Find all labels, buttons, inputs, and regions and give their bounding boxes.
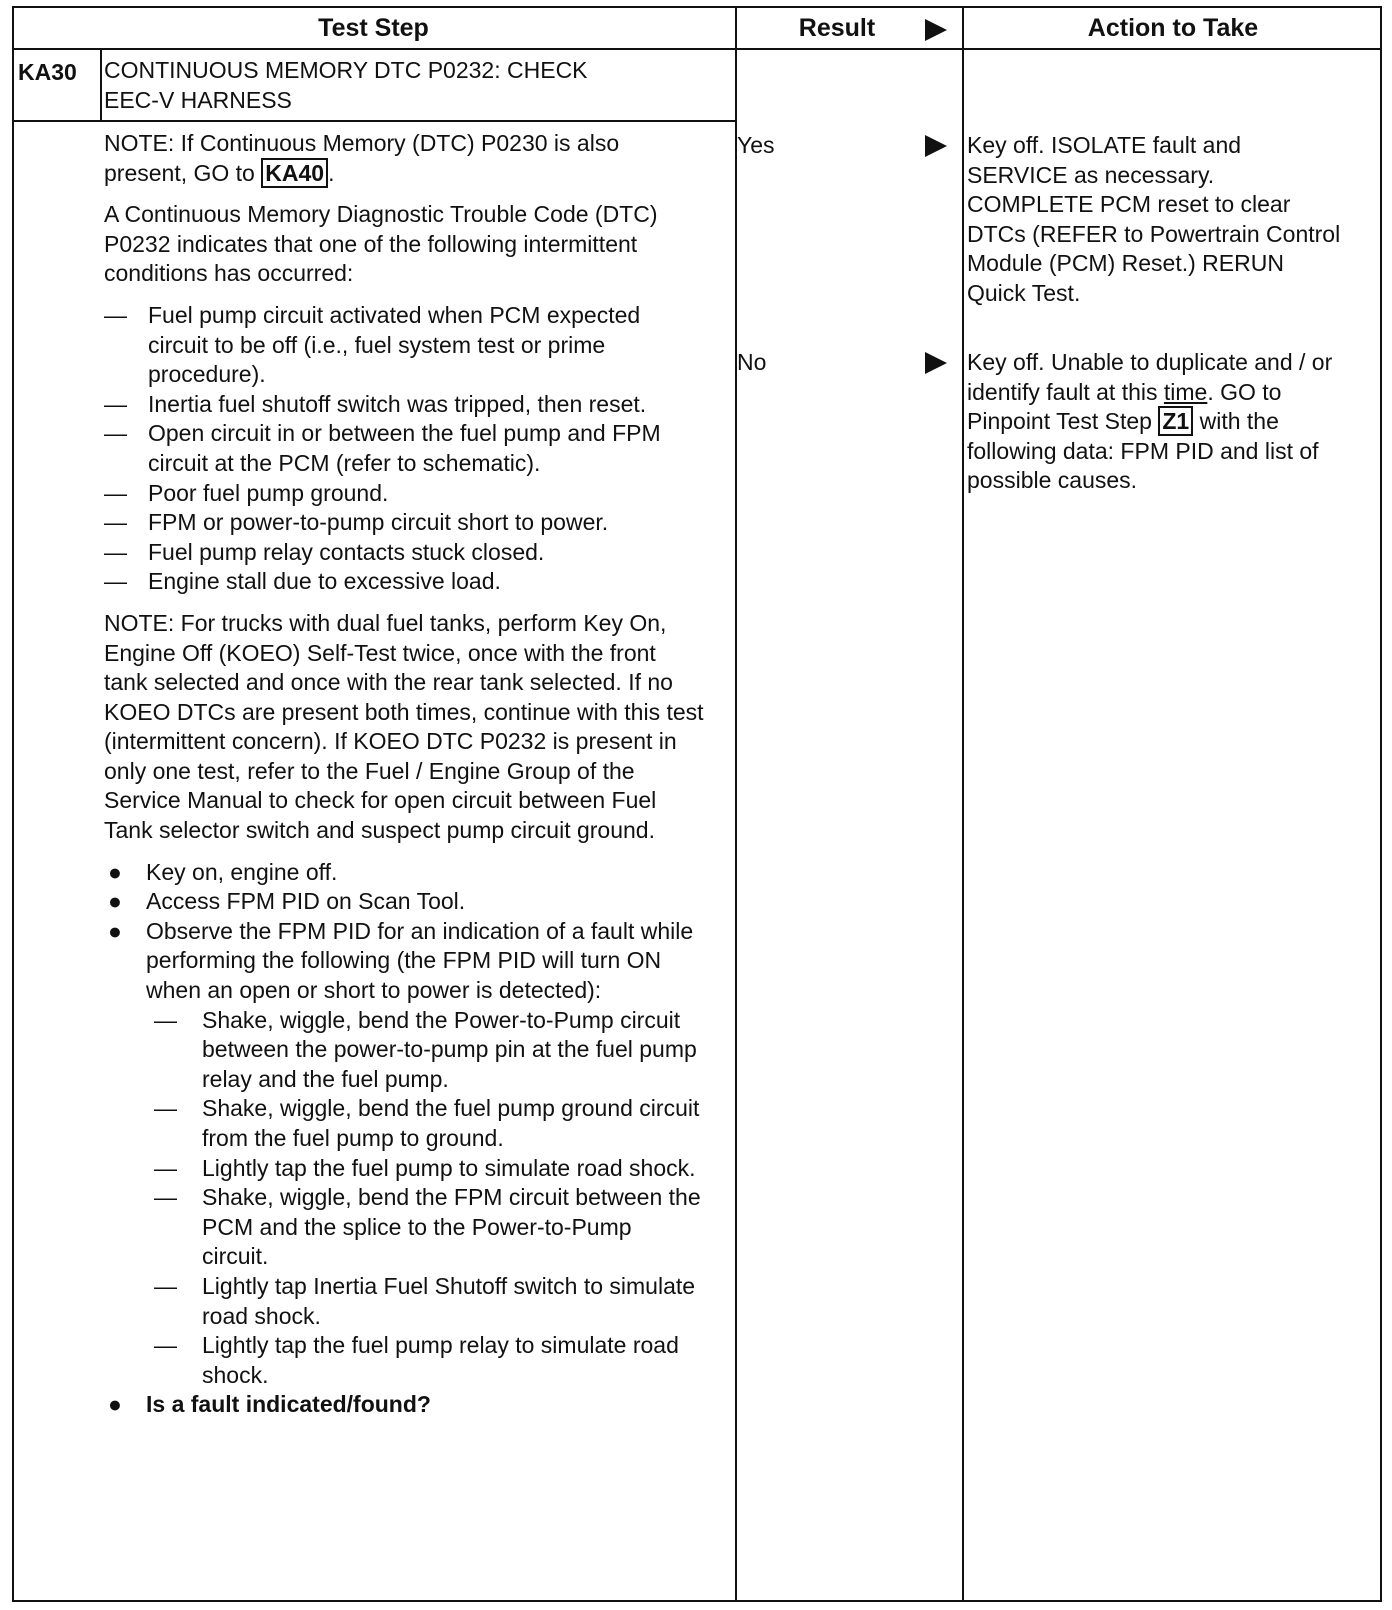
dash-icon: — (104, 479, 127, 506)
list-item: ● Observe the FPM PID for an indication of a fault while performing the following (the FPM PID will turn ON when an open or short to power is detected): — Shake, wiggle, bend the Power-to-Pump circuit between the power-to-pump pin at the fuel pump relay and the fuel pump. — Shake, wiggle, bend the fuel pump ground circuit from the fuel pump to ground. — Lightly tap the fuel pump to simulate road shock. — Shake, wiggle, bend the FPM circuit between the PCM and the splice to the Power-to-Pump circuit. — Lightly tap Inertia Fuel Shutoff switch to simulate road shock. — Lightly tap the fuel pump relay to simulate road shock. (104, 917, 704, 1391)
result-no-arrow-icon (925, 352, 947, 374)
col-rule-result (735, 6, 737, 1602)
dash-icon: — (104, 390, 127, 417)
bullet-icon: ● (108, 1391, 122, 1418)
bullet-icon: ● (108, 858, 122, 885)
header-test-step: Test Step (318, 14, 429, 42)
header-rule (12, 48, 1382, 50)
list-item: — Shake, wiggle, bend the Power-to-Pump circuit between the power-to-pump pin at the fuel pump relay and the fuel pump. (154, 1006, 697, 1092)
result-yes-label: Yes (737, 132, 775, 158)
dash-icon: — (154, 1184, 177, 1211)
list-item: — Lightly tap the fuel pump to simulate road shock. (154, 1154, 704, 1184)
list-item: — Fuel pump circuit activated when PCM expected circuit to be off (i.e., fuel system test or prime procedure). (104, 301, 641, 388)
result-no-action: Key off. Unable to duplicate and / or identify fault at this time. GO to Pinpoint Test Step Z1 with the following data: FPM PID and list of possible causes. (967, 349, 1333, 494)
procedure-list (104, 858, 704, 1420)
list-item: — Fuel pump relay contacts stuck closed. (104, 538, 704, 568)
header-arrow-icon (925, 19, 947, 41)
bullet-icon: ● (108, 917, 122, 944)
dash-icon: — (104, 509, 127, 536)
col-rule-action (962, 6, 964, 1602)
step-id: KA30 (18, 59, 77, 85)
result-no-label: No (737, 349, 767, 375)
header-result: Result (798, 14, 876, 42)
list-item: — Inertia fuel shutoff switch was tripped, then reset. (104, 390, 704, 420)
note1-end: . (328, 159, 335, 186)
note1-text: NOTE: If Continuous Memory (DTC) P0230 is also present, GO to (104, 130, 620, 186)
list-item: — Lightly tap the fuel pump relay to simulate road shock. (154, 1332, 679, 1388)
condition-list (104, 301, 704, 597)
list-item: — FPM or power-to-pump circuit short to power. (104, 508, 704, 538)
list-item: — Poor fuel pump ground. (104, 479, 704, 509)
list-item: — Shake, wiggle, bend the fuel pump ground circuit from the fuel pump to ground. (154, 1095, 700, 1151)
dash-icon: — (104, 301, 127, 328)
question-item: ● Is a fault indicated/found? (104, 1390, 704, 1420)
bullet-icon: ● (108, 888, 122, 915)
list-item: — Shake, wiggle, bend the FPM circuit between the PCM and the splice to the Power-to-Pump circuit. (154, 1184, 701, 1270)
dash-icon: — (154, 1095, 177, 1122)
step-title (104, 56, 704, 115)
step-id-rule (100, 48, 102, 122)
dash-icon: — (154, 1272, 177, 1299)
step-title-line2: EEC-V HARNESS (104, 86, 292, 113)
note-dual-tanks: NOTE: For trucks with dual fuel tanks, perform Key On, Engine Off (KOEO) Self-Test twice, once with the front tank selected and once with the rear tank selected. If no KOEO DTCs are present both times, continue with this test (intermittent concern). If KOEO DTC P0232 is present in only one test, refer to the Fuel / Engine Group of the Service Manual to check for open circuit between Fuel Tank selector switch and suspect pump circuit ground. (104, 609, 704, 844)
dash-icon: — (154, 1006, 177, 1033)
list-item: — Lightly tap Inertia Fuel Shutoff switch to simulate road shock. (154, 1272, 696, 1329)
dash-icon: — (154, 1154, 177, 1181)
intro-paragraph: A Continuous Memory Diagnostic Trouble Code (DTC) P0232 indicates that one of the following intermittent conditions has occurred: (104, 201, 658, 287)
test-step-body (104, 129, 704, 1420)
step-title-line1: CONTINUOUS MEMORY DTC P0232: CHECK (104, 57, 588, 83)
result-yes-action: Key off. ISOLATE fault and SERVICE as necessary. COMPLETE PCM reset to clear DTCs (REFER to Powertrain Control Module (PCM) Reset.) RERUN Quick Test. (967, 132, 1341, 306)
note-continuous-memory (104, 129, 704, 188)
link-ka40[interactable]: KA40 (261, 158, 328, 188)
dash-icon: — (104, 568, 127, 595)
list-item: — Open circuit in or between the fuel pump and FPM circuit at the PCM (refer to schematic). (104, 420, 661, 476)
list-item: ● Access FPM PID on Scan Tool. (104, 887, 704, 917)
link-z1[interactable]: Z1 (1158, 406, 1193, 436)
list-item: — Engine stall due to excessive load. (104, 567, 704, 597)
sub-procedure-list (154, 1006, 704, 1391)
dash-icon: — (104, 420, 127, 447)
dash-icon: — (154, 1332, 177, 1359)
result-yes-arrow-icon (925, 135, 947, 157)
test-step-table (12, 6, 1382, 1602)
header-action: Action to Take (1087, 14, 1259, 42)
dash-icon: — (104, 538, 127, 565)
list-item: ● Key on, engine off. (104, 858, 704, 888)
step-title-rule (12, 120, 737, 122)
